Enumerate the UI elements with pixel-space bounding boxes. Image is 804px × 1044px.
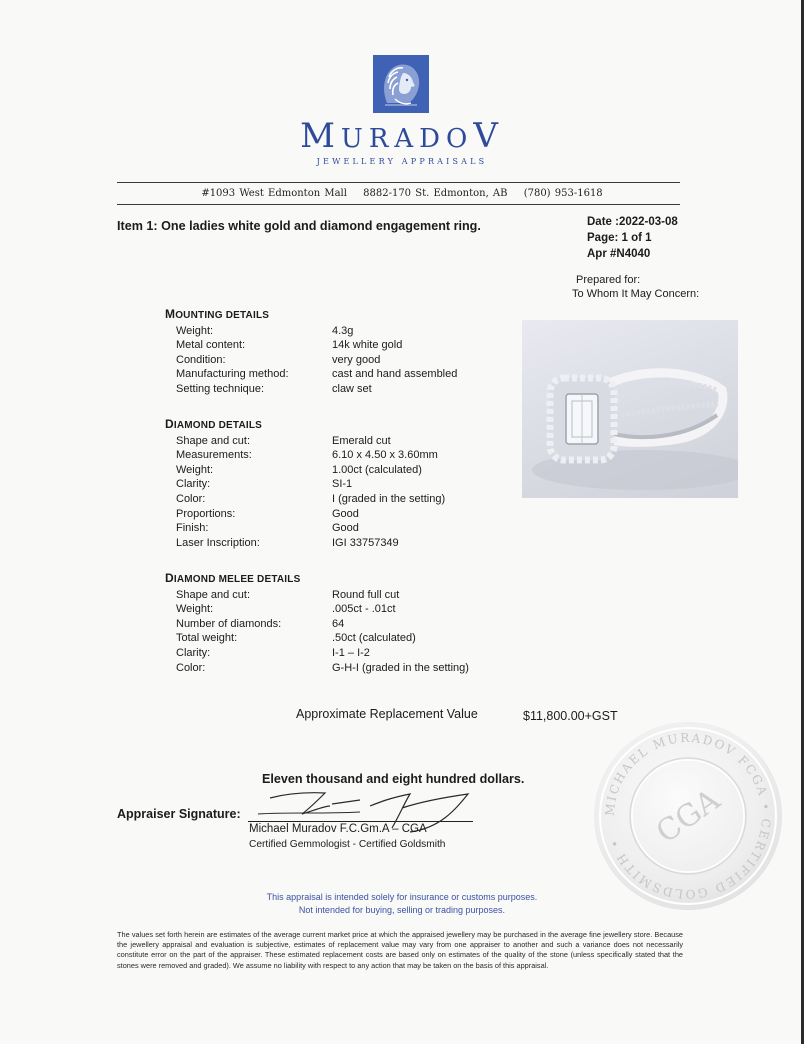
prepared-label: Prepared for:: [576, 274, 641, 286]
disclaimer: The values set forth herein are estimates of the average current market price at which the appraised jewellery may be purchased in the average fine jewellery store. Because the jewellery appraisal and evaluation is subjective, estimates of replacement value may vary from one appraiser to another and such a variance does not necessarily constitute error on the part of the appraiser. These estimated replacement costs are based only on estimates of the quality of the stone (unless specifically stated that the stones were removed and graded). We assume no liability with respect to any action that may be taken on the basis of this appraisal.: [117, 930, 683, 970]
detail-row: Setting technique: claw set: [176, 382, 372, 395]
appraisal-number: Apr #N4040: [587, 248, 651, 260]
seal-center-text: CGA: [650, 782, 727, 851]
detail-row: Color: G-H-I (graded in the setting): [176, 661, 469, 674]
mounting-details: [165, 307, 457, 397]
seal-ring-text: MICHAEL MURADOV FCGA • CERTIFIED GOLDSMITH •: [602, 730, 774, 902]
section-heading: DIAMOND MELEE DETAILS: [165, 571, 301, 585]
detail-row: Manufacturing method: cast and hand assembled: [176, 368, 458, 381]
notice-line-2: Not intended for buying, selling or trading purposes.: [298, 904, 506, 915]
detail-row: Shape and cut: Round full cut: [176, 588, 400, 601]
divider-bottom: [117, 204, 680, 205]
item-title: Item 1: One ladies white gold and diamond engagement ring.: [117, 219, 481, 233]
lion-logo-icon: [373, 55, 429, 113]
embossed-seal: [594, 722, 782, 910]
appraisal-meta: [587, 214, 678, 262]
detail-row: Metal content: 14k white gold: [176, 339, 403, 352]
detail-row: Weight: 4.3g: [176, 324, 354, 337]
ring-icon: [522, 320, 738, 498]
value-in-words: Eleven thousand and eight hundred dollars.: [262, 772, 525, 786]
detail-row: Measurements: 6.10 x 4.50 x 3.60mm: [176, 449, 438, 462]
address-line: [0, 188, 804, 199]
appraisal-date: Date :2022-03-08: [587, 216, 678, 228]
divider-top: [117, 182, 680, 183]
appraiser-name: Michael Muradov F.C.Gm.A – CGA: [249, 823, 427, 835]
detail-row: Laser Inscription: IGI 33757349: [176, 536, 399, 549]
detail-row: Color: I (graded in the setting): [176, 492, 446, 505]
page-number: Page: 1 of 1: [587, 232, 652, 244]
section-heading: MOUNTING DETAILS: [165, 307, 270, 321]
detail-row: Clarity: SI-1: [176, 478, 353, 491]
notice-line-1: This appraisal is intended solely for insurance or customs purposes.: [266, 892, 538, 902]
melee-details: [165, 571, 469, 675]
detail-row: Total weight: .50ct (calculated): [176, 632, 416, 645]
address-location: 8882-170 St. Edmonton, AB: [363, 188, 508, 199]
detail-row: Number of diamonds: 64: [176, 617, 345, 630]
address-phone: (780) 953-1618: [523, 188, 603, 199]
brand-subtitle: JEWELLERY APPRAISALS: [316, 157, 488, 166]
appraiser-info: [249, 822, 445, 852]
detail-row: Clarity: I-1 – I-2: [176, 646, 370, 659]
prepared-recipient: To Whom It May Concern:: [572, 288, 700, 300]
detail-row: Weight: .005ct - .01ct: [176, 603, 396, 616]
prepared-for: [572, 273, 699, 301]
section-heading: DIAMOND DETAILS: [165, 417, 263, 431]
signature-label: Appraiser Signature:: [117, 807, 241, 821]
purpose-notice: [0, 891, 804, 916]
detail-row: Proportions: Good: [176, 507, 359, 520]
address-street: #1093 West Edmonton Mall: [201, 188, 347, 199]
ring-photo: [522, 320, 738, 498]
detail-row: Condition: very good: [176, 353, 381, 366]
replacement-value-label: Approximate Replacement Value: [296, 707, 478, 721]
detail-row: Shape and cut: Emerald cut: [176, 434, 391, 447]
diamond-details: [165, 417, 445, 550]
detail-row: Weight: 1.00ct (calculated): [176, 463, 422, 476]
detail-row: Finish: Good: [176, 522, 359, 535]
brand-name: MURADOV: [300, 116, 504, 156]
appraiser-title: Certified Gemmologist - Certified Goldsmith: [249, 839, 446, 850]
replacement-value-amount: $11,800.00+GST: [523, 709, 618, 723]
